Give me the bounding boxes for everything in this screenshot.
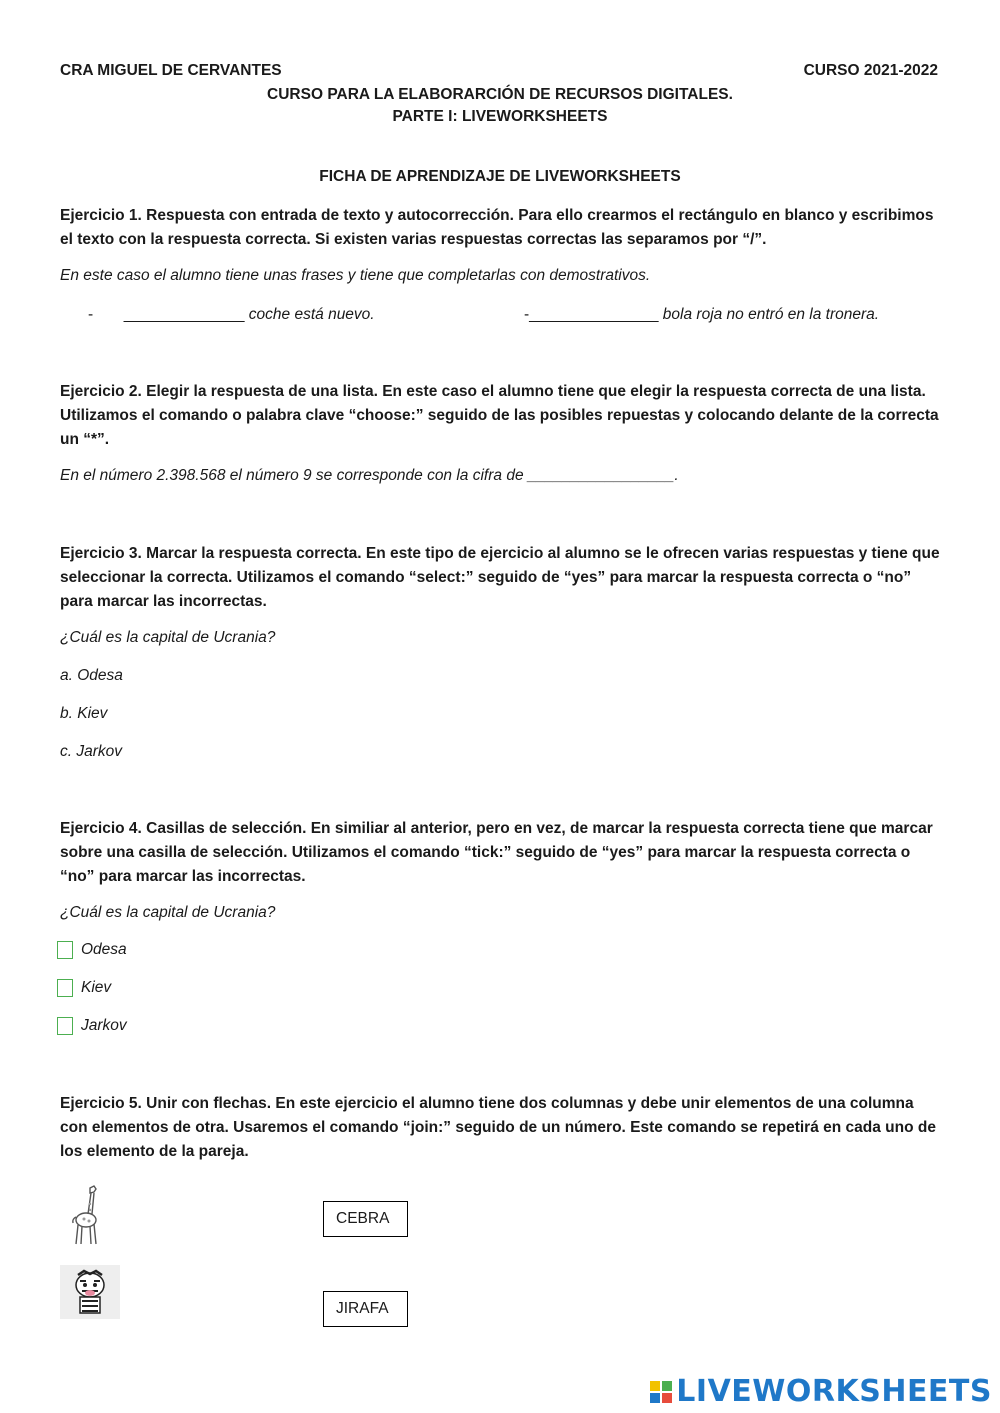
- exercise-1-instructions: Ejercicio 1. Respuesta con entrada de texto y autocorrección. Para ello crearmos el rectángulo en blanco y escribimos el texto con la respuesta correcta. Si existen varias respuestas correctas las separamos por “/”.: [60, 207, 934, 248]
- checkbox-label: Odesa: [81, 941, 127, 959]
- exercise-3-option-c[interactable]: c. Jarkov: [60, 743, 123, 760]
- answer-blank-1[interactable]: ______________: [123, 306, 245, 323]
- exercise-1-item-2: [524, 306, 879, 324]
- exercise-2-instructions: Ejercicio 2. Elegir la respuesta de una lista. En este caso el alumno tiene que elegir la respuesta correcta de una lista. Utilizamos el comando o palabra clave “choose:” seguido de las posibles repuestas y colocando delante de la correcta un “*”.: [60, 383, 939, 448]
- checkbox-label: Jarkov: [81, 1017, 127, 1035]
- logo-cube: [650, 1393, 660, 1403]
- giraffe-icon[interactable]: [66, 1184, 106, 1248]
- exercise-5-instructions: Ejercicio 5. Unir con flechas. En este ejercicio el alumno tiene dos columnas y debe unir elementos de una columna con elementos de otra. Usaremos el comando “join:” seguido de un número. Este comando se repetirá en cada uno de los elemento de la pareja.: [60, 1095, 936, 1160]
- sheet-title: FICHA DE APRENDIZAJE DE LIVEWORKSHEETS: [319, 168, 681, 185]
- checkbox[interactable]: [57, 941, 73, 959]
- exercise-3-option-a[interactable]: a. Odesa: [60, 667, 123, 684]
- liveworksheets-logo: [650, 1374, 992, 1409]
- logo-cube: [662, 1393, 672, 1403]
- document-title: CURSO PARA LA ELABORARCIÓN DE RECURSOS DIGITALES.: [267, 86, 733, 103]
- exercise-4-question: ¿Cuál es la capital de Ucrania?: [60, 904, 276, 921]
- exercise-4-option-kiev[interactable]: [57, 979, 111, 997]
- exercise-3-question: ¿Cuál es la capital de Ucrania?: [60, 629, 276, 646]
- logo-cube: [650, 1381, 660, 1391]
- zebra-icon[interactable]: [60, 1265, 120, 1319]
- exercise-4-option-odesa[interactable]: [57, 941, 127, 959]
- document-subtitle: PARTE I: LIVEWORKSHEETS: [392, 108, 608, 125]
- course-year: CURSO 2021-2022: [803, 62, 938, 79]
- exercise-1-item-2-text: bola roja no entró en la tronera.: [662, 306, 880, 323]
- join-box-cebra[interactable]: CEBRA: [323, 1201, 408, 1237]
- exercise-4-option-jarkov[interactable]: [57, 1017, 127, 1035]
- logo-cubes-icon: [650, 1381, 672, 1403]
- exercise-1-intro: En este caso el alumno tiene unas frases y tiene que completarlas con demostrativos.: [60, 267, 651, 284]
- join-box-jirafa[interactable]: JIRAFA: [323, 1291, 408, 1327]
- answer-blank-2[interactable]: _______________: [529, 306, 659, 323]
- logo-cube: [662, 1381, 672, 1391]
- bullet-dash: -: [88, 306, 94, 323]
- exercise-3-option-b[interactable]: b. Kiev: [60, 705, 108, 722]
- exercise-3-instructions: Ejercicio 3. Marcar la respuesta correcta. En este tipo de ejercicio al alumno se le ofrecen varias respuestas y tiene que seleccionar la correcta. Utilizamos el comando “select:” seguido de “yes” para marcar la respuesta correcta o “no” para marcar las incorrectas.: [60, 545, 940, 610]
- exercise-4-instructions: Ejercicio 4. Casillas de selección. En similiar al anterior, pero en vez, de marcar la respuesta correcta tiene que marcar sobre una casilla de selección. Utilizamos el comando “tick:” seguido de “yes” para marcar la respuesta correcta o “no” para marcar las incorrectas.: [60, 820, 933, 885]
- brand-name: LIVEWORKSHEETS: [676, 1374, 992, 1409]
- checkbox[interactable]: [57, 1017, 73, 1035]
- school-name: CRA MIGUEL DE CERVANTES: [60, 62, 282, 79]
- bullet-dash: -: [524, 306, 530, 323]
- exercise-1-item-1-text: coche está nuevo.: [248, 306, 375, 323]
- checkbox-label: Kiev: [81, 979, 112, 997]
- exercise-2-sentence[interactable]: En el número 2.398.568 el número 9 se corresponde con la cifra de _________________.: [60, 467, 679, 484]
- checkbox[interactable]: [57, 979, 73, 997]
- exercise-1-item-1: [88, 306, 375, 324]
